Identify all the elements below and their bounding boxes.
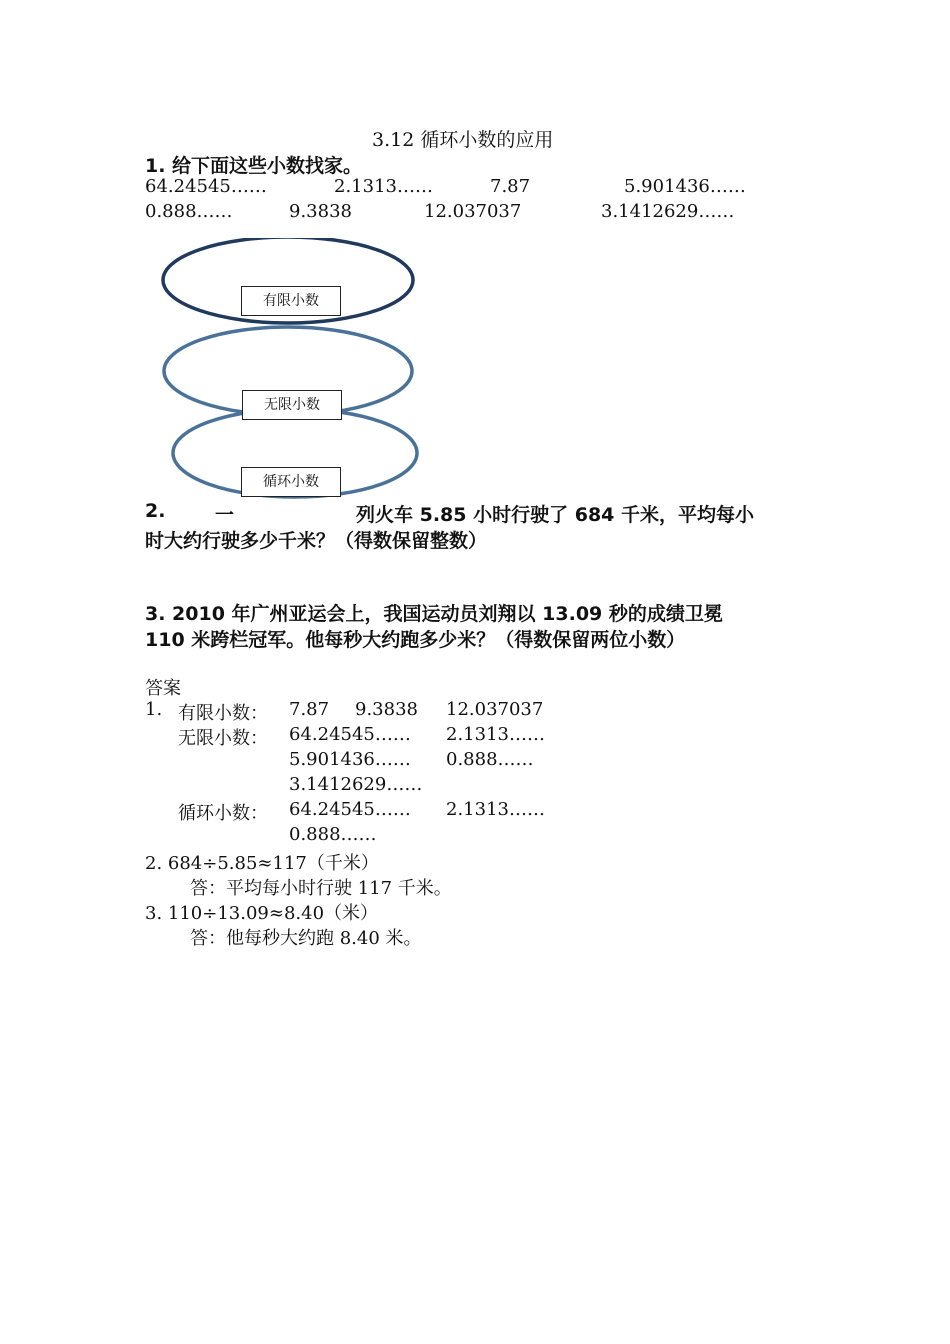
page-title: 3.12 循环小数的应用 — [372, 129, 554, 151]
decimal-item: 12.037037 — [424, 201, 522, 222]
repeating-label: 循环小数： — [178, 803, 268, 824]
infinite-label: 无限小数： — [178, 728, 268, 749]
finite-label: 有限小数： — [178, 703, 268, 724]
answer-value: 3.1412629…… — [289, 774, 423, 795]
answer-value: 2.1313…… — [446, 799, 545, 820]
decimal-item: 0.888…… — [145, 201, 233, 222]
answer-value: 64.24545…… — [289, 799, 411, 820]
decimal-item: 64.24545…… — [145, 176, 267, 197]
infinite-decimal-label: 无限小数 — [242, 390, 342, 420]
question-1-heading: 1. 给下面这些小数找家。 — [145, 155, 363, 177]
answer-value: 0.888…… — [446, 749, 534, 770]
decimal-item: 3.1412629…… — [601, 201, 735, 222]
decimal-item: 9.3838 — [289, 201, 352, 222]
answer-value: 7.87 — [289, 699, 330, 720]
question-3-line-1: 3. 2010 年广州亚运会上，我国运动员刘翔以 13.09 秒的成绩卫冕 — [145, 603, 723, 625]
answer-value: 64.24545…… — [289, 724, 411, 745]
answer-1-number: 1. — [145, 699, 163, 720]
finite-decimal-label: 有限小数 — [241, 286, 341, 316]
answer-3-statement: 答：他每秒大约跑 8.40 米。 — [190, 928, 422, 949]
answer-2-calc: 2. 684÷5.85≈117（千米） — [145, 853, 379, 874]
answer-3-calc: 3. 110÷13.09≈8.40（米） — [145, 903, 379, 924]
decimal-item: 2.1313…… — [334, 176, 433, 197]
decimal-item: 5.901436…… — [624, 176, 746, 197]
answers-heading: 答案 — [145, 678, 181, 699]
answer-2-statement: 答：平均每小时行驶 117 千米。 — [190, 878, 452, 899]
question-2-text-a: 一 — [215, 504, 235, 526]
decimal-item: 7.87 — [490, 176, 531, 197]
answer-value: 0.888…… — [289, 824, 377, 845]
question-2-text-c: 时大约行驶多少千米？（得数保留整数） — [145, 530, 488, 552]
answer-value: 9.3838 — [355, 699, 418, 720]
answer-value: 12.037037 — [446, 699, 544, 720]
repeating-decimal-label: 循环小数 — [241, 467, 341, 497]
question-2-text-b: 列火车 5.85 小时行驶了 684 千米，平均每小 — [356, 504, 754, 526]
answer-value: 2.1313…… — [446, 724, 545, 745]
question-3-line-2: 110 米跨栏冠军。他每秒大约跑多少米？（得数保留两位小数） — [145, 629, 686, 651]
question-2-number: 2. — [145, 500, 166, 522]
answer-value: 5.901436…… — [289, 749, 411, 770]
